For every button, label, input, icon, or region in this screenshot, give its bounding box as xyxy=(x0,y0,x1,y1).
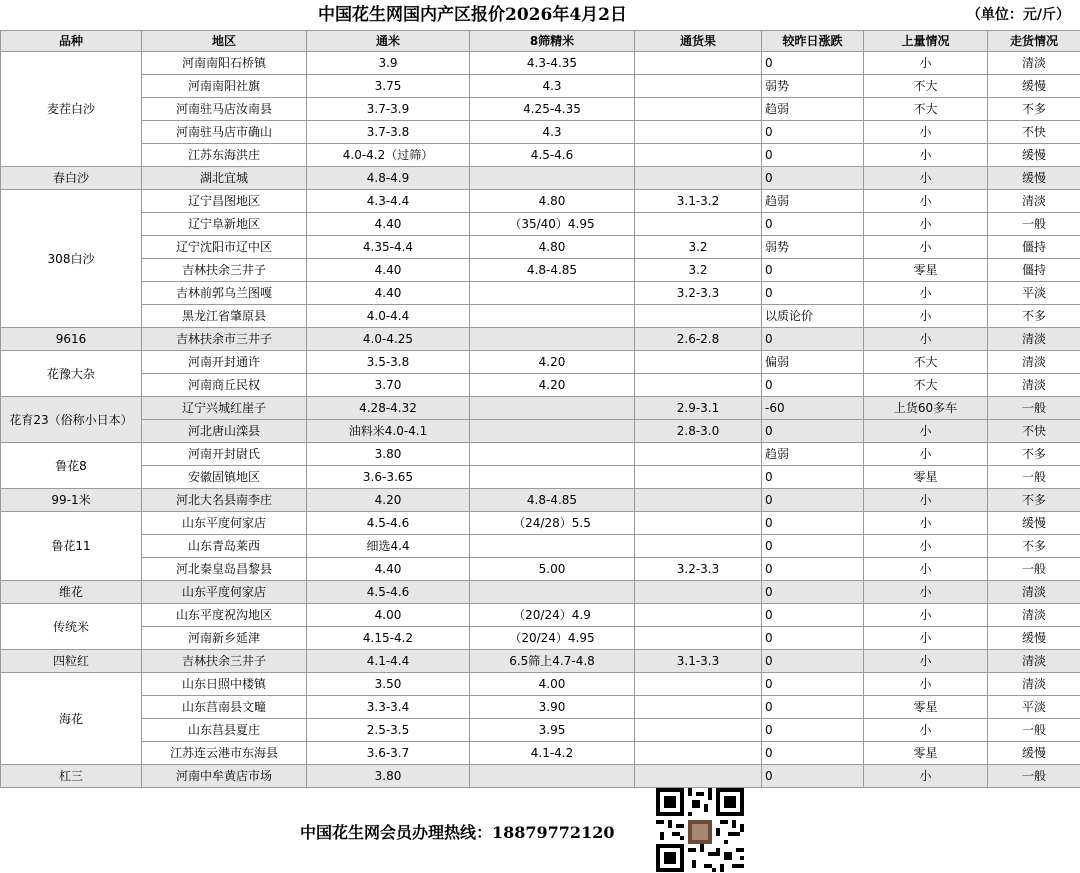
supply-cell: 小 xyxy=(864,236,988,259)
table-row xyxy=(1,765,1080,788)
tongmi-cell: 3.5-3.8 xyxy=(307,351,470,374)
8-sieve-cell: （35/40）4.95 xyxy=(470,213,635,236)
sales-cell: 一般 xyxy=(988,719,1080,742)
8-sieve-cell: （20/24）4.95 xyxy=(470,627,635,650)
change-cell: 0 xyxy=(762,673,864,696)
tongmi-cell: 4.40 xyxy=(307,558,470,581)
tonghuoguo-cell xyxy=(635,374,762,397)
table-row xyxy=(1,558,1080,581)
region-cell: 河南新乡延津 xyxy=(142,627,307,650)
supply-cell: 小 xyxy=(864,305,988,328)
change-cell: 0 xyxy=(762,581,864,604)
change-cell: 0 xyxy=(762,259,864,282)
tongmi-cell: 4.40 xyxy=(307,259,470,282)
change-cell: 0 xyxy=(762,282,864,305)
sales-cell: 不多 xyxy=(988,305,1080,328)
table-row xyxy=(1,650,1080,673)
region-cell: 河南驻马店汝南县 xyxy=(142,98,307,121)
table-row xyxy=(1,489,1080,512)
sales-cell: 平淡 xyxy=(988,282,1080,305)
tonghuoguo-cell xyxy=(635,673,762,696)
tonghuoguo-cell: 3.2-3.3 xyxy=(635,558,762,581)
table-row xyxy=(1,259,1080,282)
table-row xyxy=(1,328,1080,351)
sales-cell: 缓慢 xyxy=(988,512,1080,535)
sales-cell: 一般 xyxy=(988,466,1080,489)
supply-cell: 不大 xyxy=(864,98,988,121)
change-cell: 弱势 xyxy=(762,236,864,259)
variety-cell: 鲁花8 xyxy=(1,443,142,489)
supply-cell: 零星 xyxy=(864,696,988,719)
header-region: 地区 xyxy=(142,31,307,52)
supply-cell: 零星 xyxy=(864,742,988,765)
tonghuoguo-cell xyxy=(635,121,762,144)
supply-cell: 小 xyxy=(864,190,988,213)
change-cell: 趋弱 xyxy=(762,190,864,213)
tonghuoguo-cell xyxy=(635,627,762,650)
table-row xyxy=(1,397,1080,420)
8-sieve-cell: 5.00 xyxy=(470,558,635,581)
sales-cell: 清淡 xyxy=(988,673,1080,696)
change-cell: 0 xyxy=(762,719,864,742)
8-sieve-cell: 4.80 xyxy=(470,190,635,213)
sales-cell: 一般 xyxy=(988,765,1080,788)
supply-cell: 小 xyxy=(864,581,988,604)
tongmi-cell: 3.80 xyxy=(307,443,470,466)
8-sieve-cell: 4.00 xyxy=(470,673,635,696)
region-cell: 吉林扶余三井子 xyxy=(142,259,307,282)
table-body xyxy=(1,52,1080,788)
variety-cell: 308白沙 xyxy=(1,190,142,328)
tonghuoguo-cell xyxy=(635,52,762,75)
sales-cell: 不多 xyxy=(988,489,1080,512)
table-row xyxy=(1,512,1080,535)
price-table xyxy=(0,30,1080,788)
change-cell: 弱势 xyxy=(762,75,864,98)
tonghuoguo-cell: 3.1-3.3 xyxy=(635,650,762,673)
region-cell: 河南南阳社旗 xyxy=(142,75,307,98)
page-title: 中国花生网国内产区报价2026年4月2日 xyxy=(318,5,627,25)
sales-cell: 不多 xyxy=(988,98,1080,121)
sales-cell: 清淡 xyxy=(988,581,1080,604)
change-cell: 0 xyxy=(762,627,864,650)
hotline-text: 中国花生网会员办理热线：18879772120 xyxy=(300,823,615,842)
sales-cell: 清淡 xyxy=(988,351,1080,374)
8-sieve-cell: 6.5筛上4.7-4.8 xyxy=(470,650,635,673)
tonghuoguo-cell xyxy=(635,75,762,98)
sales-cell: 僵持 xyxy=(988,259,1080,282)
8-sieve-cell: 4.8-4.85 xyxy=(470,259,635,282)
tonghuoguo-cell xyxy=(635,144,762,167)
supply-cell: 小 xyxy=(864,512,988,535)
tonghuoguo-cell xyxy=(635,489,762,512)
region-cell: 安徽固镇地区 xyxy=(142,466,307,489)
8-sieve-cell: 3.95 xyxy=(470,719,635,742)
sales-cell: 缓慢 xyxy=(988,167,1080,190)
supply-cell: 小 xyxy=(864,213,988,236)
change-cell: 趋弱 xyxy=(762,98,864,121)
8-sieve-cell xyxy=(470,443,635,466)
sales-cell: 缓慢 xyxy=(988,75,1080,98)
tonghuoguo-cell: 2.9-3.1 xyxy=(635,397,762,420)
8-sieve-cell: （24/28）5.5 xyxy=(470,512,635,535)
header-change: 较昨日涨跌 xyxy=(762,31,864,52)
tonghuoguo-cell xyxy=(635,98,762,121)
change-cell: 0 xyxy=(762,512,864,535)
header-tongmi: 通米 xyxy=(307,31,470,52)
region-cell: 山东莒县夏庄 xyxy=(142,719,307,742)
change-cell: 0 xyxy=(762,558,864,581)
region-cell: 辽宁阜新地区 xyxy=(142,213,307,236)
change-cell: 0 xyxy=(762,489,864,512)
table-row xyxy=(1,213,1080,236)
8-sieve-cell: 4.25-4.35 xyxy=(470,98,635,121)
sales-cell: 缓慢 xyxy=(988,144,1080,167)
change-cell: 0 xyxy=(762,742,864,765)
tonghuoguo-cell xyxy=(635,742,762,765)
header-supply: 上量情况 xyxy=(864,31,988,52)
supply-cell: 不大 xyxy=(864,374,988,397)
tonghuoguo-cell: 3.2-3.3 xyxy=(635,282,762,305)
sales-cell: 一般 xyxy=(988,213,1080,236)
variety-cell: 鲁花11 xyxy=(1,512,142,581)
supply-cell: 小 xyxy=(864,121,988,144)
tongmi-cell: 细选4.4 xyxy=(307,535,470,558)
tongmi-cell: 3.3-3.4 xyxy=(307,696,470,719)
supply-cell: 零星 xyxy=(864,259,988,282)
unit-label: （单位：元/斤） xyxy=(966,7,1070,23)
region-cell: 山东莒南县文疃 xyxy=(142,696,307,719)
table-row xyxy=(1,52,1080,75)
supply-cell: 小 xyxy=(864,558,988,581)
8-sieve-cell xyxy=(470,397,635,420)
region-cell: 河南驻马店市确山 xyxy=(142,121,307,144)
region-cell: 山东平度何家店 xyxy=(142,581,307,604)
variety-cell: 四粒红 xyxy=(1,650,142,673)
change-cell: 0 xyxy=(762,466,864,489)
region-cell: 山东平度何家店 xyxy=(142,512,307,535)
8-sieve-cell: 4.3 xyxy=(470,75,635,98)
variety-cell: 99-1米 xyxy=(1,489,142,512)
table-row xyxy=(1,236,1080,259)
tonghuoguo-cell xyxy=(635,466,762,489)
8-sieve-cell xyxy=(470,282,635,305)
change-cell: 以质论价 xyxy=(762,305,864,328)
table-row xyxy=(1,167,1080,190)
change-cell: 0 xyxy=(762,696,864,719)
tonghuoguo-cell xyxy=(635,581,762,604)
change-cell: -60 xyxy=(762,397,864,420)
title-bar xyxy=(0,0,1080,30)
tongmi-cell: 4.5-4.6 xyxy=(307,512,470,535)
table-row xyxy=(1,673,1080,696)
change-cell: 0 xyxy=(762,328,864,351)
change-cell: 0 xyxy=(762,765,864,788)
table-row xyxy=(1,98,1080,121)
region-cell: 辽宁沈阳市辽中区 xyxy=(142,236,307,259)
region-cell: 河南南阳石桥镇 xyxy=(142,52,307,75)
region-cell: 辽宁昌图地区 xyxy=(142,190,307,213)
change-cell: 0 xyxy=(762,420,864,443)
header-row xyxy=(1,31,1080,52)
change-cell: 0 xyxy=(762,167,864,190)
8-sieve-cell: 4.5-4.6 xyxy=(470,144,635,167)
tongmi-cell: 4.1-4.4 xyxy=(307,650,470,673)
supply-cell: 小 xyxy=(864,765,988,788)
sales-cell: 清淡 xyxy=(988,374,1080,397)
tonghuoguo-cell xyxy=(635,443,762,466)
8-sieve-cell: 4.80 xyxy=(470,236,635,259)
header-variety: 品种 xyxy=(1,31,142,52)
change-cell: 趋弱 xyxy=(762,443,864,466)
8-sieve-cell: 3.90 xyxy=(470,696,635,719)
supply-cell: 小 xyxy=(864,535,988,558)
header-tonghuoguo: 通货果 xyxy=(635,31,762,52)
table-row xyxy=(1,282,1080,305)
table-row xyxy=(1,604,1080,627)
tongmi-cell: 3.80 xyxy=(307,765,470,788)
region-cell: 黑龙江省肇原县 xyxy=(142,305,307,328)
supply-cell: 小 xyxy=(864,282,988,305)
table-row xyxy=(1,374,1080,397)
tongmi-cell: 3.6-3.7 xyxy=(307,742,470,765)
tongmi-cell: 3.7-3.9 xyxy=(307,98,470,121)
region-cell: 河北唐山滦县 xyxy=(142,420,307,443)
footer xyxy=(0,786,1080,873)
tonghuoguo-cell xyxy=(635,535,762,558)
sales-cell: 不快 xyxy=(988,121,1080,144)
table-row xyxy=(1,190,1080,213)
sales-cell: 平淡 xyxy=(988,696,1080,719)
8-sieve-cell xyxy=(470,420,635,443)
8-sieve-cell: 4.3-4.35 xyxy=(470,52,635,75)
tongmi-cell: 4.0-4.2（过筛） xyxy=(307,144,470,167)
table-row xyxy=(1,535,1080,558)
tongmi-cell: 3.7-3.8 xyxy=(307,121,470,144)
sales-cell: 清淡 xyxy=(988,328,1080,351)
tonghuoguo-cell xyxy=(635,351,762,374)
change-cell: 0 xyxy=(762,121,864,144)
region-cell: 吉林扶余三井子 xyxy=(142,650,307,673)
change-cell: 0 xyxy=(762,535,864,558)
region-cell: 河南中牟黄店市场 xyxy=(142,765,307,788)
header-8-sieve: 8筛精米 xyxy=(470,31,635,52)
8-sieve-cell xyxy=(470,466,635,489)
8-sieve-cell xyxy=(470,167,635,190)
sales-cell: 清淡 xyxy=(988,604,1080,627)
table-row xyxy=(1,696,1080,719)
variety-cell: 春白沙 xyxy=(1,167,142,190)
tongmi-cell: 4.8-4.9 xyxy=(307,167,470,190)
tongmi-cell: 3.75 xyxy=(307,75,470,98)
variety-cell: 花豫大杂 xyxy=(1,351,142,397)
8-sieve-cell xyxy=(470,328,635,351)
tongmi-cell: 4.35-4.4 xyxy=(307,236,470,259)
change-cell: 0 xyxy=(762,604,864,627)
tonghuoguo-cell: 3.2 xyxy=(635,236,762,259)
region-cell: 辽宁兴城红崖子 xyxy=(142,397,307,420)
region-cell: 河南开封尉氏 xyxy=(142,443,307,466)
supply-cell: 不大 xyxy=(864,351,988,374)
supply-cell: 小 xyxy=(864,52,988,75)
supply-cell: 小 xyxy=(864,420,988,443)
variety-cell: 杠三 xyxy=(1,765,142,788)
supply-cell: 小 xyxy=(864,604,988,627)
region-cell: 吉林前郭乌兰图嘎 xyxy=(142,282,307,305)
supply-cell: 小 xyxy=(864,719,988,742)
region-cell: 吉林扶余市三井子 xyxy=(142,328,307,351)
change-cell: 0 xyxy=(762,52,864,75)
sales-cell: 一般 xyxy=(988,397,1080,420)
supply-cell: 小 xyxy=(864,650,988,673)
8-sieve-cell: 4.20 xyxy=(470,374,635,397)
table-row xyxy=(1,121,1080,144)
table-row xyxy=(1,443,1080,466)
tongmi-cell: 4.28-4.32 xyxy=(307,397,470,420)
tonghuoguo-cell xyxy=(635,719,762,742)
table-row xyxy=(1,719,1080,742)
8-sieve-cell: （20/24）4.9 xyxy=(470,604,635,627)
supply-cell: 小 xyxy=(864,673,988,696)
header-sales: 走货情况 xyxy=(988,31,1080,52)
tongmi-cell: 3.6-3.65 xyxy=(307,466,470,489)
tonghuoguo-cell: 2.6-2.8 xyxy=(635,328,762,351)
region-cell: 山东日照中楼镇 xyxy=(142,673,307,696)
tongmi-cell: 2.5-3.5 xyxy=(307,719,470,742)
sales-cell: 僵持 xyxy=(988,236,1080,259)
region-cell: 河北秦皇岛昌黎县 xyxy=(142,558,307,581)
change-cell: 0 xyxy=(762,650,864,673)
tonghuoguo-cell xyxy=(635,765,762,788)
8-sieve-cell: 4.20 xyxy=(470,351,635,374)
variety-cell: 维花 xyxy=(1,581,142,604)
tongmi-cell: 3.50 xyxy=(307,673,470,696)
region-cell: 江苏东海洪庄 xyxy=(142,144,307,167)
8-sieve-cell xyxy=(470,535,635,558)
table-row xyxy=(1,420,1080,443)
8-sieve-cell: 4.1-4.2 xyxy=(470,742,635,765)
8-sieve-cell xyxy=(470,305,635,328)
tongmi-cell: 3.9 xyxy=(307,52,470,75)
sales-cell: 不多 xyxy=(988,443,1080,466)
table-row xyxy=(1,466,1080,489)
tongmi-cell: 4.0-4.25 xyxy=(307,328,470,351)
variety-cell: 麦茬白沙 xyxy=(1,52,142,167)
region-cell: 河南商丘民权 xyxy=(142,374,307,397)
tonghuoguo-cell xyxy=(635,305,762,328)
tongmi-cell: 4.20 xyxy=(307,489,470,512)
sales-cell: 不快 xyxy=(988,420,1080,443)
sales-cell: 一般 xyxy=(988,558,1080,581)
supply-cell: 小 xyxy=(864,144,988,167)
supply-cell: 上货60多车 xyxy=(864,397,988,420)
tongmi-cell: 4.00 xyxy=(307,604,470,627)
table-row xyxy=(1,627,1080,650)
sales-cell: 不多 xyxy=(988,535,1080,558)
supply-cell: 不大 xyxy=(864,75,988,98)
variety-cell: 传统米 xyxy=(1,604,142,650)
change-cell: 0 xyxy=(762,213,864,236)
tonghuoguo-cell xyxy=(635,167,762,190)
supply-cell: 小 xyxy=(864,328,988,351)
variety-cell: 9616 xyxy=(1,328,142,351)
table-row xyxy=(1,351,1080,374)
8-sieve-cell: 4.8-4.85 xyxy=(470,489,635,512)
supply-cell: 小 xyxy=(864,489,988,512)
sales-cell: 缓慢 xyxy=(988,627,1080,650)
supply-cell: 零星 xyxy=(864,466,988,489)
8-sieve-cell xyxy=(470,765,635,788)
sales-cell: 清淡 xyxy=(988,52,1080,75)
tongmi-cell: 4.15-4.2 xyxy=(307,627,470,650)
sales-cell: 缓慢 xyxy=(988,742,1080,765)
tonghuoguo-cell: 3.1-3.2 xyxy=(635,190,762,213)
table-row xyxy=(1,75,1080,98)
table-row xyxy=(1,742,1080,765)
tonghuoguo-cell: 2.8-3.0 xyxy=(635,420,762,443)
region-cell: 山东青岛莱西 xyxy=(142,535,307,558)
tongmi-cell: 4.0-4.4 xyxy=(307,305,470,328)
change-cell: 0 xyxy=(762,144,864,167)
variety-cell: 海花 xyxy=(1,673,142,765)
change-cell: 偏弱 xyxy=(762,351,864,374)
region-cell: 湖北宜城 xyxy=(142,167,307,190)
supply-cell: 小 xyxy=(864,627,988,650)
tongmi-cell: 油料米4.0-4.1 xyxy=(307,420,470,443)
table-row xyxy=(1,144,1080,167)
tongmi-cell: 4.5-4.6 xyxy=(307,581,470,604)
variety-cell: 花育23（俗称小日本） xyxy=(1,397,142,443)
supply-cell: 小 xyxy=(864,167,988,190)
qr-code-icon xyxy=(656,788,744,872)
tongmi-cell: 4.40 xyxy=(307,213,470,236)
tongmi-cell: 4.3-4.4 xyxy=(307,190,470,213)
8-sieve-cell: 4.3 xyxy=(470,121,635,144)
tonghuoguo-cell xyxy=(635,512,762,535)
region-cell: 山东平度祝沟地区 xyxy=(142,604,307,627)
sales-cell: 清淡 xyxy=(988,650,1080,673)
8-sieve-cell xyxy=(470,581,635,604)
tonghuoguo-cell xyxy=(635,604,762,627)
table-row xyxy=(1,305,1080,328)
tonghuoguo-cell xyxy=(635,696,762,719)
tonghuoguo-cell: 3.2 xyxy=(635,259,762,282)
region-cell: 江苏连云港市东海县 xyxy=(142,742,307,765)
region-cell: 河南开封通许 xyxy=(142,351,307,374)
sales-cell: 清淡 xyxy=(988,190,1080,213)
tongmi-cell: 4.40 xyxy=(307,282,470,305)
table-row xyxy=(1,581,1080,604)
region-cell: 河北大名县南李庄 xyxy=(142,489,307,512)
tonghuoguo-cell xyxy=(635,213,762,236)
supply-cell: 小 xyxy=(864,443,988,466)
tongmi-cell: 3.70 xyxy=(307,374,470,397)
change-cell: 0 xyxy=(762,374,864,397)
